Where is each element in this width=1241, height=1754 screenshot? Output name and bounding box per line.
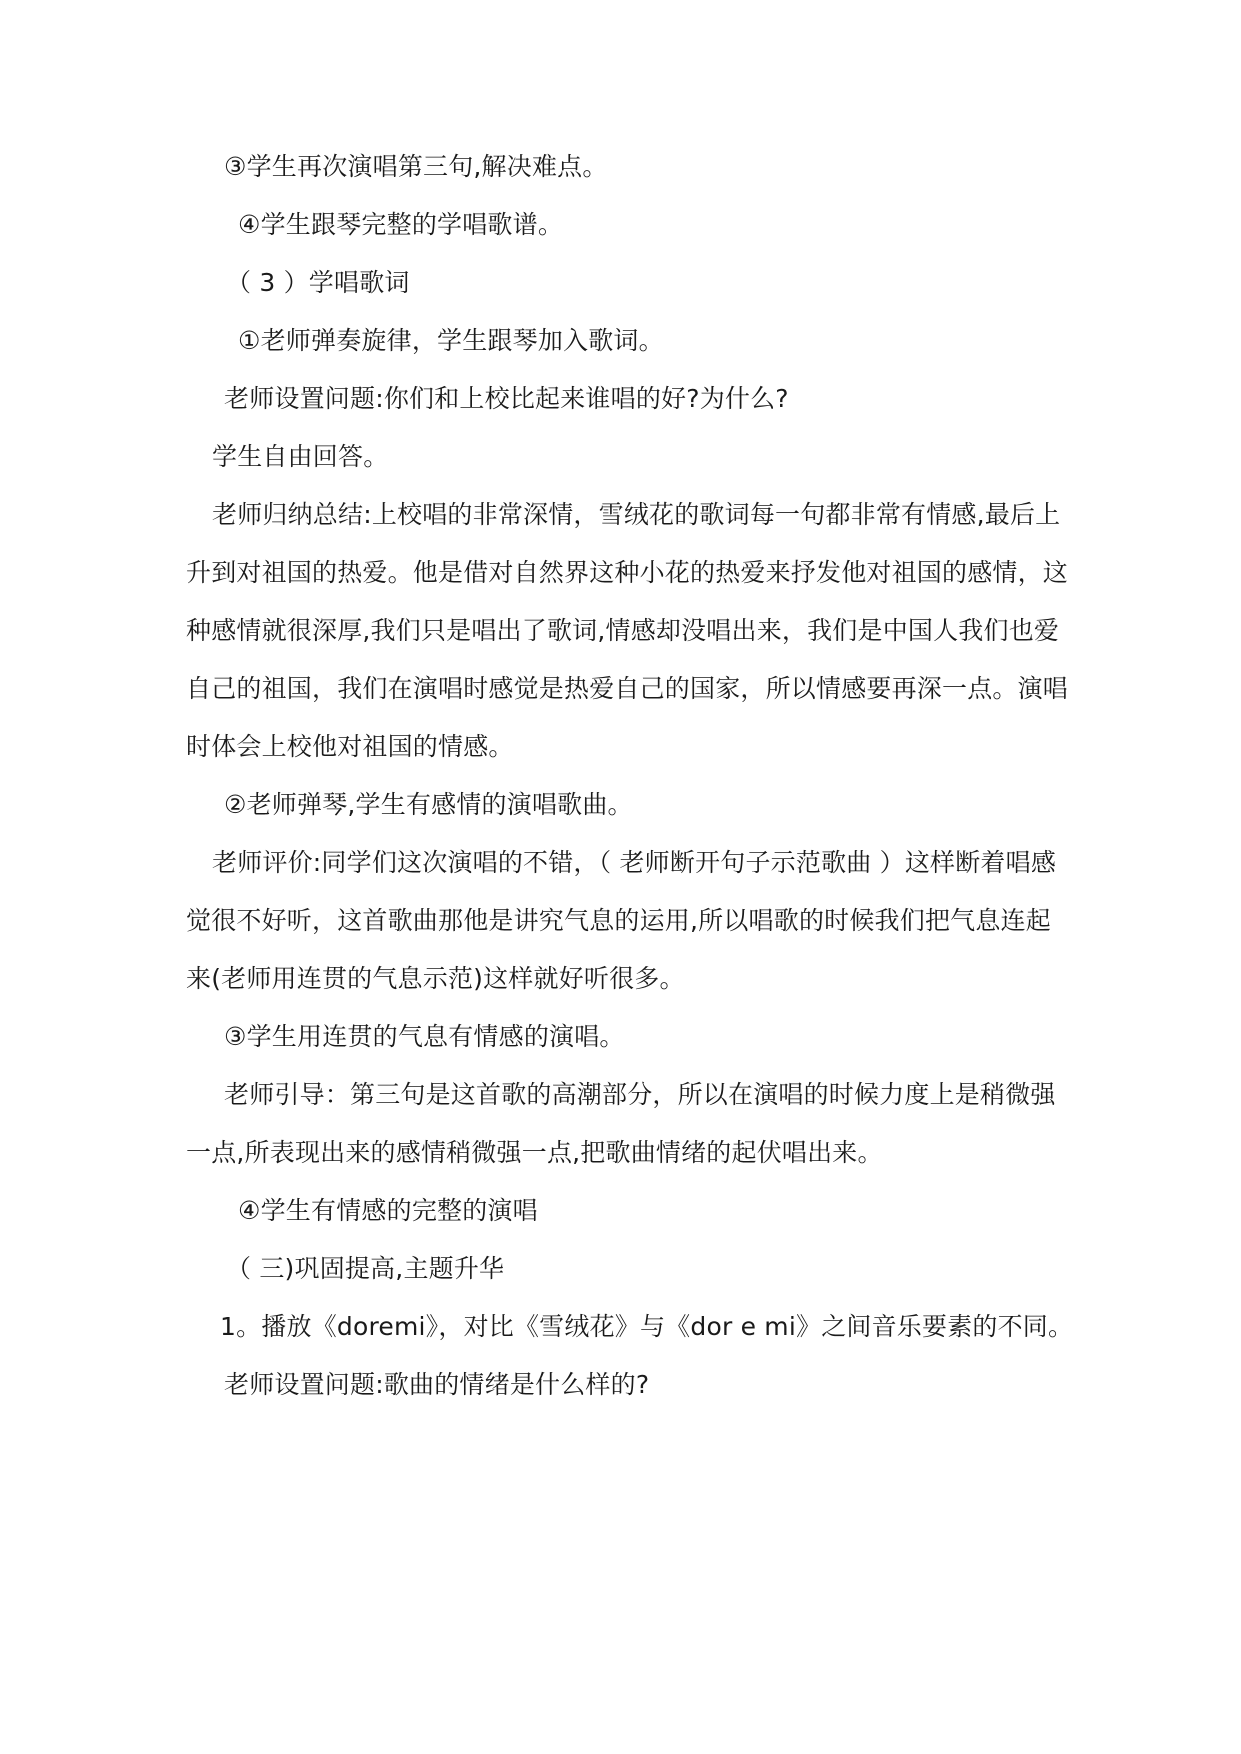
paragraph-line: 自己的祖国，我们在演唱时感觉是热爱自己的国家，所以情感要再深一点。演唱 (186, 674, 1069, 703)
paragraph-line: ③学生再次演唱第三句,解决难点。 (224, 152, 608, 181)
paragraph-line: 老师评价:同学们这次演唱的不错，（ 老师断开句子示范歌曲 ）这样断着唱感 (212, 848, 1057, 877)
paragraph-line: ③学生用连贯的气息有情感的演唱。 (224, 1022, 625, 1051)
section-heading: （ 3 ）学唱歌词 (226, 268, 410, 297)
paragraph-line: ①老师弹奏旋律，学生跟琴加入歌词。 (238, 326, 664, 355)
paragraph-line: ④学生有情感的完整的演唱 (238, 1196, 538, 1225)
paragraph-line: 一点,所表现出来的感情稍微强一点,把歌曲情绪的起伏唱出来。 (186, 1138, 883, 1167)
paragraph-line: 老师归纳总结:上校唱的非常深情，雪绒花的歌词每一句都非常有情感,最后上 (212, 500, 1061, 529)
section-heading: （ 三)巩固提高,主题升华 (226, 1254, 505, 1283)
paragraph-line: 1。播放《doremi》，对比《雪绒花》与《dor e mi》之间音乐要素的不同。 (220, 1312, 1074, 1341)
paragraph-line: 老师设置问题:歌曲的情绪是什么样的? (224, 1370, 650, 1399)
paragraph-line: ④学生跟琴完整的学唱歌谱。 (238, 210, 564, 239)
paragraph-line: 老师引导：第三句是这首歌的高潮部分，所以在演唱的时候力度上是稍微强 (224, 1080, 1056, 1109)
paragraph-line: 来(老师用连贯的气息示范)这样就好听很多。 (186, 964, 685, 993)
paragraph-line: 老师设置问题:你们和上校比起来谁唱的好?为什么? (224, 384, 789, 413)
paragraph-line: 时体会上校他对祖国的情感。 (186, 732, 514, 761)
paragraph-line: 升到对祖国的热爱。他是借对自然界这种小花的热爱来抒发他对祖国的感情，这 (186, 558, 1069, 587)
paragraph-line: 种感情就很深厚,我们只是唱出了歌词,情感却没唱出来，我们是中国人我们也爱 (186, 616, 1060, 645)
paragraph-line: 觉很不好听，这首歌曲那他是讲究气息的运用,所以唱歌的时候我们把气息连起 (186, 906, 1051, 935)
paragraph-line: 学生自由回答。 (212, 442, 389, 471)
paragraph-line: ②老师弹琴,学生有感情的演唱歌曲。 (224, 790, 633, 819)
